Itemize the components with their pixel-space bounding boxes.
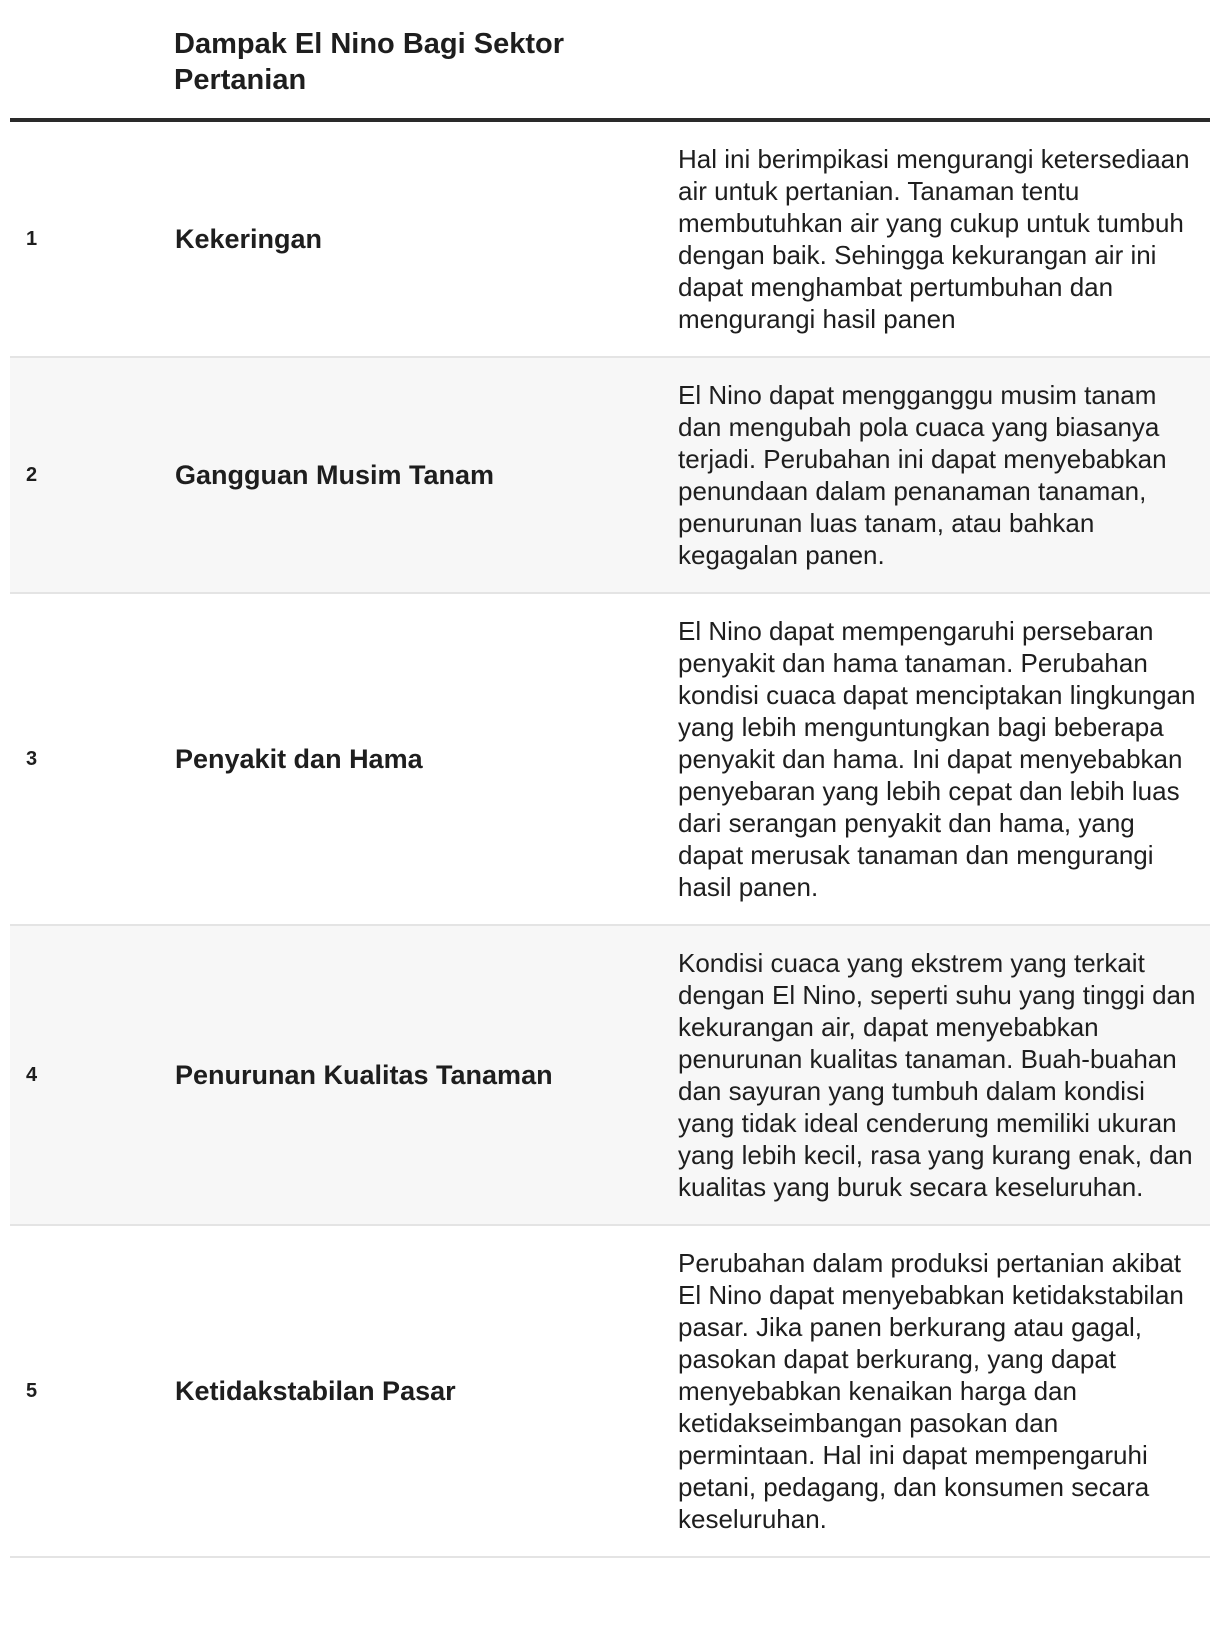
table-row <box>10 120 1210 357</box>
table-header <box>10 0 1210 120</box>
table-container <box>10 0 1220 1558</box>
row-number: 2 <box>10 357 174 593</box>
header-title-cell <box>174 0 678 120</box>
row-number: 4 <box>10 925 174 1225</box>
row-number: 1 <box>10 120 174 357</box>
row-title: Gangguan Musim Tanam <box>174 357 678 593</box>
table-row <box>10 357 1210 593</box>
table-body <box>10 120 1210 1557</box>
header-title: Dampak El Nino Bagi Sektor Pertanian <box>174 28 564 96</box>
table-row <box>10 925 1210 1225</box>
header-row <box>10 0 1210 120</box>
row-description: Kondisi cuaca yang ekstrem yang terkait dengan El Nino, seperti suhu yang tinggi dan kekurangan air, dapat menyebabkan penurunan kualitas tanaman. Buah-buahan dan sayuran yang tumbuh dalam kondisi yang tidak ideal cenderung memiliki ukuran yang lebih kecil, rasa yang kurang enak, dan kualitas yang buruk secara keseluruhan. <box>678 925 1210 1225</box>
impact-table <box>10 0 1210 1558</box>
table-row <box>10 593 1210 925</box>
row-title: Ketidakstabilan Pasar <box>174 1225 678 1557</box>
row-description: Hal ini berimpikasi mengurangi ketersediaan air untuk pertanian. Tanaman tentu membutuhkan air yang cukup untuk tumbuh dengan baik. Sehingga kekurangan air ini dapat menghambat pertumbuhan dan mengurangi hasil panen <box>678 120 1210 357</box>
header-number <box>10 0 174 120</box>
row-description: El Nino dapat mempengaruhi persebaran penyakit dan hama tanaman. Perubahan kondisi cuaca dapat menciptakan lingkungan yang lebih menguntungkan bagi beberapa penyakit dan hama. Ini dapat menyebabkan penyebaran yang lebih cepat dan lebih luas dari serangan penyakit dan hama, yang dapat merusak tanaman dan mengurangi hasil panen. <box>678 593 1210 925</box>
row-title: Kekeringan <box>174 120 678 357</box>
row-description: Perubahan dalam produksi pertanian akibat El Nino dapat menyebabkan ketidakstabilan pasar. Jika panen berkurang atau gagal, pasokan dapat berkurang, yang dapat menyebabkan kenaikan harga dan ketidakseimbangan pasokan dan permintaan. Hal ini dapat mempengaruhi petani, pedagang, dan konsumen secara keseluruhan. <box>678 1225 1210 1557</box>
row-number: 5 <box>10 1225 174 1557</box>
table-row <box>10 1225 1210 1557</box>
row-title: Penyakit dan Hama <box>174 593 678 925</box>
header-description <box>678 0 1210 120</box>
row-title: Penurunan Kualitas Tanaman <box>174 925 678 1225</box>
row-number: 3 <box>10 593 174 925</box>
row-description: El Nino dapat mengganggu musim tanam dan mengubah pola cuaca yang biasanya terjadi. Perubahan ini dapat menyebabkan penundaan dalam penanaman tanaman, penurunan luas tanam, atau bahkan kegagalan panen. <box>678 357 1210 593</box>
